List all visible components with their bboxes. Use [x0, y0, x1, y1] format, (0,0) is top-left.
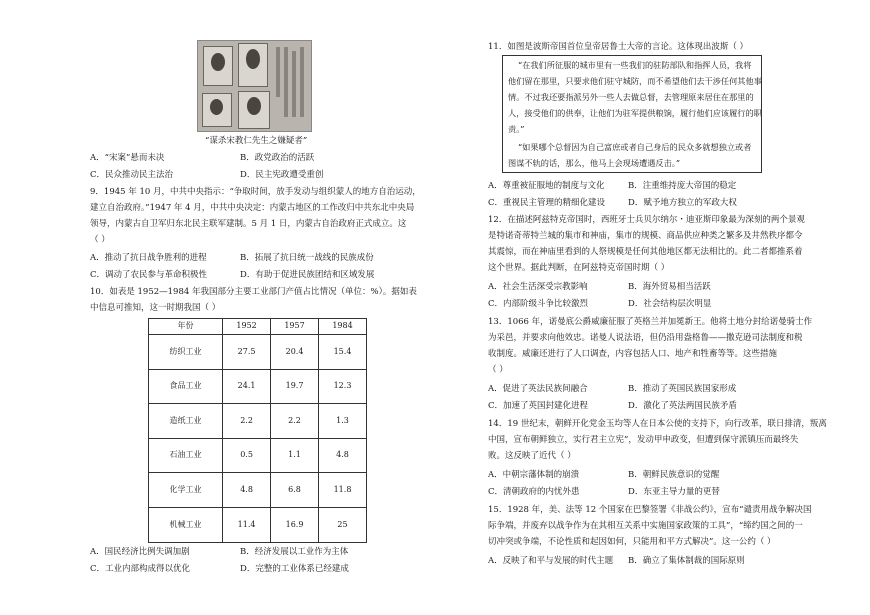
q12-option-c: C．内部阶级斗争比较激烈 — [488, 299, 589, 309]
table-cell: 20.4 — [271, 335, 319, 370]
q8-option-b: B．政党政治的活跃 — [240, 153, 315, 163]
table-row — [149, 507, 367, 542]
q11-option-b: B．注重维持庞大帝国的稳定 — [628, 181, 737, 191]
q14-option-b: B．朝鲜民族意识的觉醒 — [628, 470, 720, 480]
q12-line-3: 其震惊，而在神庙里看到的人祭规模是任何其他地区都无法相比的。此二者都推系着 — [488, 247, 803, 257]
table-cell: 机械工业 — [149, 507, 223, 542]
q12-option-a: A．社会生活深受宗教影响 — [488, 282, 588, 292]
q13-option-a: A．促进了英法民族间融合 — [488, 384, 588, 394]
q13-line-3: 收制度。威廉还进行了人口调查，内容包括人口、地产和牲畜等等。这些措施 — [488, 349, 778, 359]
table-header: 1984 — [319, 319, 367, 335]
q9-line-2: 建立自治政府。”1947 年 4 月，中共中央决定：内蒙古地区的工作改归中共东北中央局 — [90, 203, 415, 213]
q13-option-c: C．加速了英国封建化进程 — [488, 401, 589, 411]
q15-option-b: B．确立了集体制裁的国际原则 — [628, 556, 745, 566]
q12-option-b: B．海外贸易相当活跃 — [628, 282, 711, 292]
table-cell: 11.4 — [223, 507, 271, 542]
q14-line-3: 败。这反映了近代（ ） — [488, 451, 576, 461]
q14-option-d: D．东亚主导力量的更替 — [628, 487, 720, 497]
q8-option-d: D．民主宪政遭受重创 — [240, 170, 324, 180]
table-cell: 25 — [319, 507, 367, 542]
q13-option-b: B．推动了英国民族国家形成 — [628, 384, 737, 394]
table-header: 1957 — [271, 319, 319, 335]
q11-title: 11．如图是波斯帝国首位皇帝居鲁士大帝的言论。这体现出波斯（ ） — [488, 42, 749, 52]
q11-option-a: A．尊重被征服地的制度与文化 — [488, 181, 605, 191]
q9-option-a: A．推动了抗日战争胜利的进程 — [90, 253, 207, 263]
q12-line-2: 是特诺奇蒂特兰城的集市和神庙，集市的规模、商品供应种类之繁多及井然秩序都令 — [488, 231, 803, 241]
table-cell: 1.1 — [271, 438, 319, 473]
q11-quote-line-7: 图谋不轨的话，那么，他马上会现场遭遇反击。” — [508, 158, 681, 168]
table-cell: 24.1 — [223, 369, 271, 404]
q14-line-2: 中国，宣布朝鲜独立，实行君主立宪”，发动甲申政变，但遭到保守派镇压而最终失 — [488, 435, 799, 445]
historical-photo — [197, 40, 312, 132]
table-row — [149, 335, 367, 370]
q9-option-b: B．拓展了抗日统一战线的民族成份 — [240, 253, 374, 263]
q11-quote-line-6: “如果哪个总督因为自己富庶或者自己身后的民众多就想独立或者 — [518, 142, 752, 152]
table-cell: 4.8 — [223, 473, 271, 508]
table-cell: 1.3 — [319, 404, 367, 439]
table-cell: 石油工业 — [149, 438, 223, 473]
photo-caption: “谋杀宋教仁先生之嫌疑者” — [205, 136, 308, 146]
table-cell: 12.3 — [319, 369, 367, 404]
q9-line-1: 9．1945 年 10 月，中共中央指示：“争取时间，放手发动与组织蒙人的地方自治运动， — [90, 187, 421, 197]
table-cell: 2.2 — [223, 404, 271, 439]
table-cell: 食品工业 — [149, 369, 223, 404]
table-cell: 化学工业 — [149, 473, 223, 508]
table-row — [149, 438, 367, 473]
table-cell: 16.9 — [271, 507, 319, 542]
table-cell: 15.4 — [319, 335, 367, 370]
q8-option-a: A．“宋案”悬而未决 — [90, 153, 165, 163]
table-row — [149, 404, 367, 439]
q13-line-2: 为采邑，并要求向他效忠。诺曼人说法语，但仍沿用盎格鲁——撒克逊司法制度和税 — [488, 333, 803, 343]
table-cell: 6.8 — [271, 473, 319, 508]
table-header: 1952 — [223, 319, 271, 335]
q10-line-1: 10．如表是 1952—1984 年我国部分主要工业部门产值占比情况（单位：%）。据如表 — [90, 287, 417, 297]
industry-table — [148, 318, 367, 543]
q10-option-c: C．工业内部构成得以优化 — [90, 564, 191, 574]
q15-line-3: 切冲突或争端，不论性质和起因如何，只能用和平方式解决”。这一公约（ ） — [488, 537, 776, 547]
q11-quote-line-1: “在我们所征服的城市里有一些我们的驻防部队和指挥人员，我将 — [518, 60, 752, 70]
q11-quote-line-3: 情。不过我还要指派另外一些人去做总督，去管理原来居住在那里的 — [508, 92, 754, 102]
table-header: 年份 — [149, 319, 223, 335]
table-cell: 19.7 — [271, 369, 319, 404]
table-cell: 4.8 — [319, 438, 367, 473]
q11-quote-line-4: 人，接受他们的供奉，让他们为驻军提供粮饷，履行他们应该履行的职 — [508, 108, 762, 118]
table-cell: 2.2 — [271, 404, 319, 439]
table-cell: 造纸工业 — [149, 404, 223, 439]
q14-line-1: 14．19 世纪末，朝鲜开化党金玉均等人在日本公使的支持下，向行改革，联日排清，叛离 — [488, 419, 827, 429]
table-header-row — [149, 319, 367, 335]
q14-option-a: A．中朝宗藩体制的崩溃 — [488, 470, 580, 480]
q12-option-d: D．社会结构层次明显 — [628, 299, 712, 309]
q9-line-4: （ ） — [90, 235, 110, 245]
q9-option-d: D．有助于促进民族团结和区域发展 — [240, 270, 375, 280]
q12-line-4: 这个世界。据此判断，在阿兹特克帝国时期（ ） — [488, 263, 670, 273]
q11-quote-line-5: 责。” — [508, 124, 525, 134]
table-cell: 0.5 — [223, 438, 271, 473]
q11-option-d: D．赋予地方独立的军政大权 — [628, 198, 737, 208]
q13-option-d: D．激化了英法两国民族矛盾 — [628, 401, 737, 411]
q10-option-b: B．经济发展以工业作为主体 — [240, 547, 349, 557]
q11-quote-line-2: 他们留在那里，只要求他们驻守城防，而不希望他们去干涉任何其他事 — [508, 76, 762, 86]
q15-option-a: A．反映了和平与发展的时代主题 — [488, 556, 614, 566]
q14-option-c: C．清朝政府的内忧外患 — [488, 487, 580, 497]
table-cell: 纺织工业 — [149, 335, 223, 370]
q10-line-2: 中信息可推知，这一时期我国（ ） — [90, 303, 221, 313]
q9-line-3: 领导，内蒙古自卫军归东北民主联军建制。5 月 1 日，内蒙古自治政府正式成立。这 — [90, 219, 407, 229]
table-row — [149, 473, 367, 508]
q13-line-1: 13．1066 年，诺曼底公爵威廉征服了英格兰并加冕新王。他将土地分封给诺曼骑士作 — [488, 317, 813, 327]
q11-option-c: C．重视民主管理的精细化建设 — [488, 198, 606, 208]
q10-option-a: A．国民经济比例失调加剧 — [90, 547, 190, 557]
q15-line-2: 际争端，并废弃以战争作为在其相互关系中实施国家政策的工具”，“缔约国之间的一 — [488, 521, 803, 531]
table-cell: 27.5 — [223, 335, 271, 370]
table-cell: 11.8 — [319, 473, 367, 508]
q10-option-d: D．完整的工业体系已经建成 — [240, 564, 349, 574]
q12-line-1: 12．在描述阿兹特克帝国时，西班牙士兵贝尔纳尔・迪亚斯印象最为深刻的两个景观 — [488, 215, 805, 225]
q9-option-c: C．调动了农民参与革命积极性 — [90, 270, 208, 280]
q13-line-4: （ ） — [488, 365, 508, 375]
q15-line-1: 15．1928 年，美、法等 12 个国家在巴黎签署《非战公约》，宣布“谴责用战争解决国 — [488, 505, 812, 515]
table-row — [149, 369, 367, 404]
q8-option-c: C．民众推动民主法治 — [90, 170, 174, 180]
